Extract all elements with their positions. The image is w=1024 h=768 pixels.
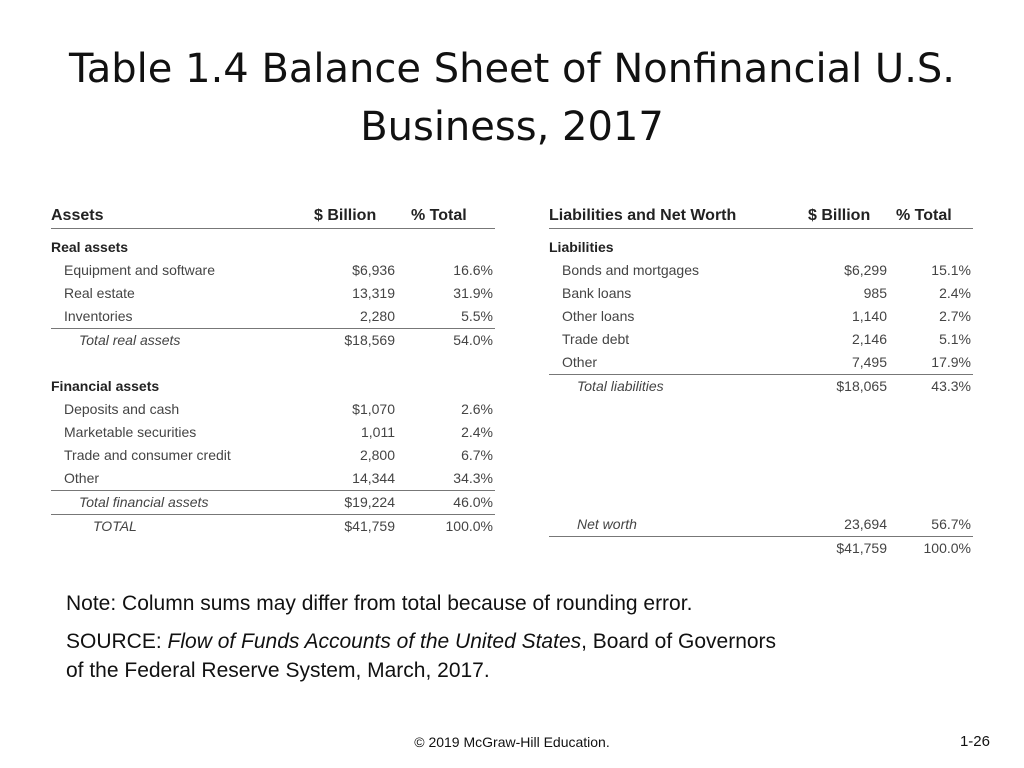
row-label: Deposits and cash xyxy=(64,401,180,417)
table-row xyxy=(549,282,973,305)
source-note xyxy=(66,627,776,685)
row-label: Total real assets xyxy=(79,332,181,348)
row-pct: 46.0% xyxy=(453,494,493,510)
table-row xyxy=(51,467,495,491)
row-billion: 1,140 xyxy=(851,308,887,324)
liabilities-table xyxy=(549,202,973,560)
copyright: © 2019 McGraw-Hill Education. xyxy=(414,734,610,750)
assets-header-label: Assets xyxy=(51,207,104,224)
liabilities-grand-total-row xyxy=(549,537,973,560)
row-billion: $19,224 xyxy=(344,494,395,510)
row-pct: 15.1% xyxy=(931,262,971,278)
net-worth-row xyxy=(549,513,973,537)
row-billion: $18,065 xyxy=(836,378,887,394)
source-line-2: of the Federal Reserve System, March, 2017. xyxy=(66,659,490,682)
row-pct: 31.9% xyxy=(453,285,493,301)
row-label: TOTAL xyxy=(93,518,137,534)
slide-title-line-1: Table 1.4 Balance Sheet of Nonfinancial U.S. xyxy=(68,46,956,92)
liabilities-header-label: Liabilities and Net Worth xyxy=(549,207,737,224)
table-row xyxy=(549,259,973,282)
section-label: Liabilities xyxy=(549,239,614,255)
row-label: Total financial assets xyxy=(79,494,209,510)
row-pct: 56.7% xyxy=(931,516,971,532)
row-billion: 7,495 xyxy=(851,354,887,370)
row-label: Other xyxy=(562,354,598,370)
row-label: Net worth xyxy=(577,516,637,532)
source-prefix: SOURCE: xyxy=(66,630,168,653)
row-pct: 6.7% xyxy=(461,447,493,463)
slide-title-line-2: Business, 2017 xyxy=(360,104,664,150)
table-row xyxy=(51,305,495,329)
slide-title xyxy=(0,40,1024,156)
source-rest: , Board of Governors xyxy=(581,630,777,653)
row-billion: 2,280 xyxy=(359,308,395,324)
row-label: Inventories xyxy=(64,308,133,324)
row-pct: 2.4% xyxy=(939,285,971,301)
real-assets-section xyxy=(51,236,495,259)
row-label: Real estate xyxy=(64,285,135,301)
table-row xyxy=(549,328,973,351)
row-label: Total liabilities xyxy=(577,378,664,394)
row-pct: 5.5% xyxy=(461,308,493,324)
row-pct: 100.0% xyxy=(445,518,493,534)
row-billion: 13,319 xyxy=(352,285,395,301)
table-row xyxy=(51,444,495,467)
table-row xyxy=(549,351,973,375)
table-row xyxy=(549,305,973,328)
row-billion: $6,299 xyxy=(844,262,887,278)
row-billion: 2,146 xyxy=(851,331,887,347)
section-label: Financial assets xyxy=(51,378,160,394)
liabilities-header-row xyxy=(549,202,973,229)
row-billion: $1,070 xyxy=(352,401,395,417)
row-label: Equipment and software xyxy=(64,262,215,278)
rounding-note: Note: Column sums may differ from total because of rounding error. xyxy=(66,592,693,615)
row-label: Trade debt xyxy=(562,331,630,347)
row-pct: 17.9% xyxy=(931,354,971,370)
row-label: Other loans xyxy=(562,308,635,324)
liabilities-header-billion: $ Billion xyxy=(808,207,871,224)
liabilities-header-pct: % Total xyxy=(896,207,952,224)
total-financial-assets-row xyxy=(51,491,495,515)
page-number: 1-26 xyxy=(959,733,990,750)
row-pct: 5.1% xyxy=(939,331,971,347)
total-liabilities-row xyxy=(549,375,973,398)
table-row xyxy=(51,282,495,305)
section-label: Real assets xyxy=(51,239,129,255)
assets-header-row xyxy=(51,202,495,229)
row-pct: 2.6% xyxy=(461,401,493,417)
assets-header-pct: % Total xyxy=(411,207,467,224)
row-billion: 23,694 xyxy=(844,516,887,532)
assets-header-billion: $ Billion xyxy=(314,207,377,224)
row-pct: 2.7% xyxy=(939,308,971,324)
row-label: Marketable securities xyxy=(64,424,197,440)
row-billion: 1,011 xyxy=(361,424,395,440)
row-label: Bonds and mortgages xyxy=(562,262,699,278)
financial-assets-section xyxy=(51,375,495,398)
row-pct: 16.6% xyxy=(453,262,493,278)
table-row xyxy=(51,259,495,282)
row-billion: 2,800 xyxy=(359,447,395,463)
row-billion: 14,344 xyxy=(352,470,395,486)
assets-grand-total-row xyxy=(51,515,495,538)
row-pct: 43.3% xyxy=(931,378,971,394)
row-billion: 985 xyxy=(863,285,887,301)
row-label: Bank loans xyxy=(562,285,632,301)
assets-table xyxy=(51,202,495,538)
table-row xyxy=(51,398,495,421)
row-billion: $6,936 xyxy=(352,262,395,278)
row-pct: 54.0% xyxy=(453,332,493,348)
row-pct: 34.3% xyxy=(453,470,493,486)
row-pct: 100.0% xyxy=(923,540,971,556)
row-billion: $41,759 xyxy=(344,518,395,534)
source-title: Flow of Funds Accounts of the United States xyxy=(167,630,582,653)
row-label: Other xyxy=(64,470,100,486)
row-billion: $41,759 xyxy=(836,540,887,556)
liabilities-section xyxy=(549,236,973,259)
row-pct: 2.4% xyxy=(461,424,493,440)
total-real-assets-row xyxy=(51,329,495,352)
row-billion: $18,569 xyxy=(344,332,395,348)
table-row xyxy=(51,421,495,444)
row-label: Trade and consumer credit xyxy=(64,447,231,463)
